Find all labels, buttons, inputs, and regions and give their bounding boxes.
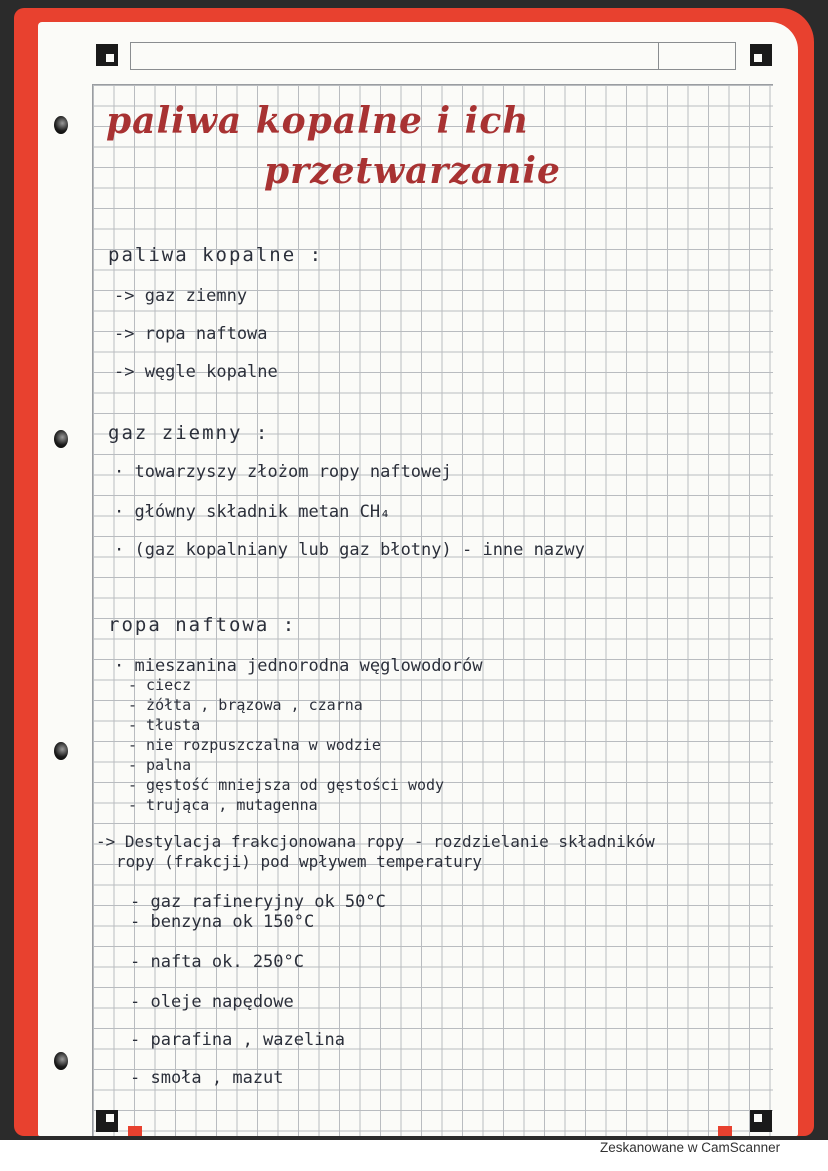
list-item: - nie rozpuszczalna w wodzie <box>128 736 381 754</box>
page-title-line-1: paliwa kopalne i ich <box>106 100 530 142</box>
section-heading-natural-gas: gaz ziemny : <box>108 422 270 444</box>
list-item: - parafina , wazelina <box>130 1030 345 1050</box>
header-divider <box>658 43 659 69</box>
distillation-heading: -> Destylacja frakcjonowana ropy - rozdzielanie składników <box>96 832 655 851</box>
list-item: - żółta , brązowa , czarna <box>128 696 363 714</box>
list-item: · mieszanina jednorodna węglowodorów <box>114 656 483 676</box>
page-edge-mark-right <box>718 1126 732 1136</box>
distillation-subheading: ropy (frakcji) pod wpływem temperatury <box>116 852 483 871</box>
scanner-watermark: Zeskanowane w CamScanner <box>600 1140 781 1155</box>
list-item: - trująca , mutagenna <box>128 796 318 814</box>
page-edge-mark-left <box>128 1126 142 1136</box>
list-item: -> ropa naftowa <box>114 324 268 344</box>
list-item: - smoła , mazut <box>130 1068 284 1088</box>
page-title-line-2: przetwarzanie <box>264 150 561 192</box>
section-heading-fossil-fuels: paliwa kopalne : <box>108 244 324 266</box>
list-item: -> węgle kopalne <box>114 362 278 382</box>
binder-hole <box>54 1052 68 1070</box>
header-box <box>130 42 736 70</box>
binder-hole <box>54 742 68 760</box>
binder-hole <box>54 116 68 134</box>
list-item: - ciecz <box>128 676 192 694</box>
list-item: - gaz rafineryjny ok 50°C <box>130 892 386 912</box>
corner-marker-bottom-left <box>96 1110 118 1132</box>
corner-marker-bottom-right <box>750 1110 772 1132</box>
notebook-page <box>38 22 798 1136</box>
list-item: · towarzyszy złożom ropy naftowej <box>114 462 452 482</box>
list-item: - palna <box>128 756 192 774</box>
list-item: -> gaz ziemny <box>114 286 248 306</box>
list-item: - tłusta <box>128 716 201 734</box>
list-item: - gęstość mniejsza od gęstości wody <box>128 776 445 794</box>
list-item: - oleje napędowe <box>130 992 294 1012</box>
grid-paper <box>92 84 773 1136</box>
list-item: · (gaz kopalniany lub gaz błotny) - inne nazwy <box>114 540 585 560</box>
binder-hole <box>54 430 68 448</box>
list-item: · główny składnik metan CH₄ <box>114 502 391 522</box>
corner-marker-top-right <box>750 44 772 66</box>
list-item: - benzyna ok 150°C <box>130 912 315 932</box>
section-heading-crude-oil: ropa naftowa : <box>108 614 297 636</box>
corner-marker-top-left <box>96 44 118 66</box>
list-item: - nafta ok. 250°C <box>130 952 304 972</box>
